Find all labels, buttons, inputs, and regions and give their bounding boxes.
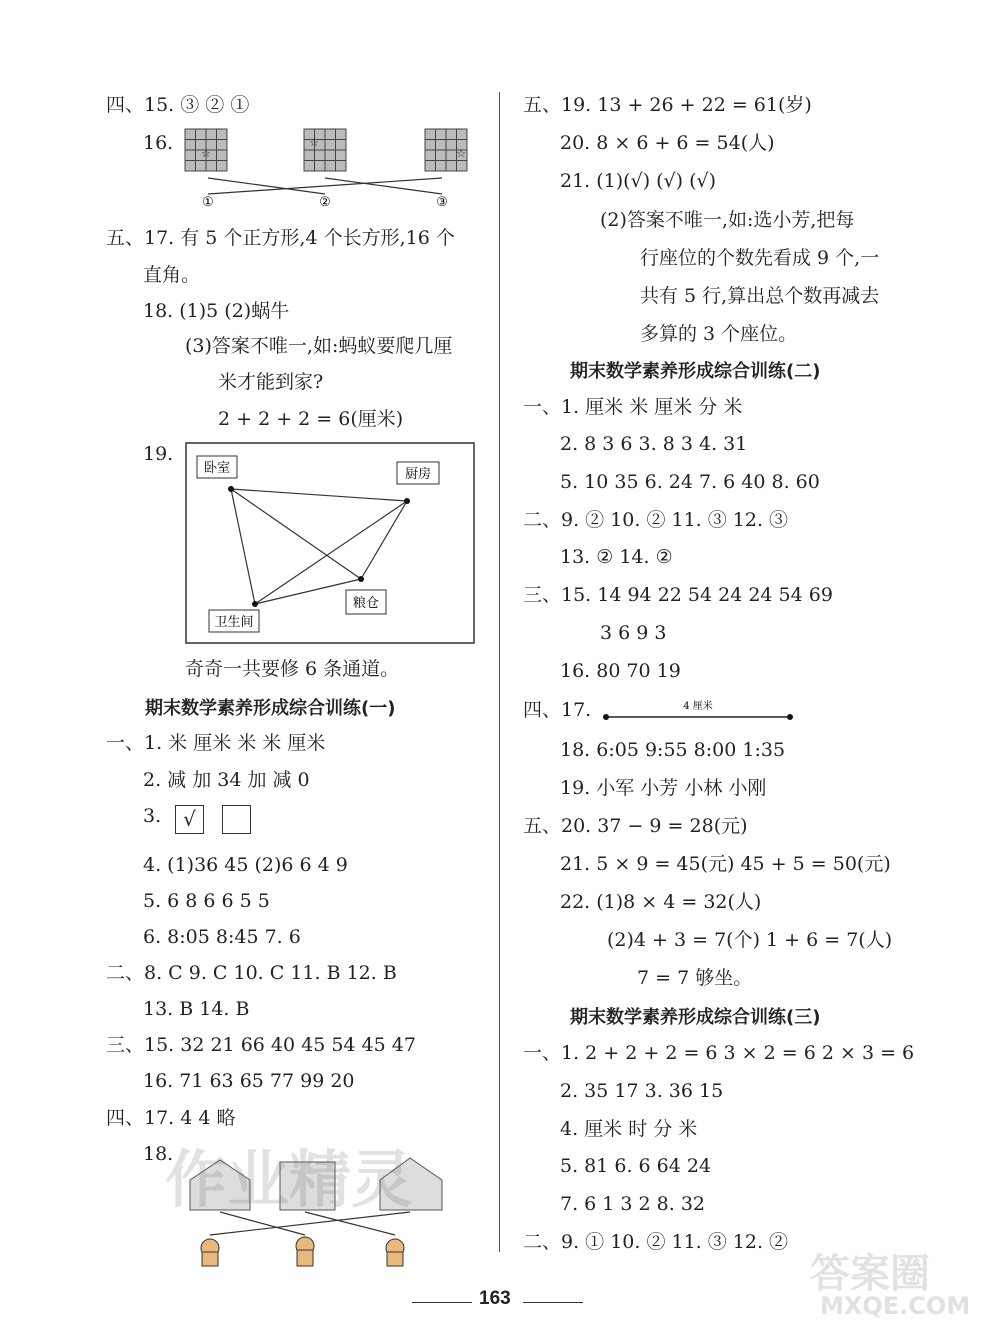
svg-text:☆: ☆ (309, 136, 319, 149)
s1-line-6: 6. 8:05 8:45 7. 6 (143, 926, 301, 948)
s2-line-12: 五、20. 37 − 9 = 28(元) (523, 815, 748, 837)
s2-line-5: 13. ② 14. ② (560, 546, 673, 568)
grid-label-1: ① (202, 195, 214, 210)
s2-line-13: 21. 5 × 9 = 45(元) 45 + 5 = 50(元) (560, 853, 891, 875)
s1-line-4: 4. (1)36 45 (2)6 6 4 9 (143, 854, 348, 876)
s1-line-2: 2. 减 加 34 加 减 0 (143, 769, 310, 791)
answer-line-18: 18. (1)5 (2)蜗牛 (143, 300, 290, 322)
s1-line-7: 二、8. C 9. C 10. C 11. B 12. B (106, 962, 397, 984)
page-number: 163 (479, 1288, 511, 1309)
s2-line-8: 16. 80 70 19 (560, 660, 681, 682)
map-bathroom: 卫生间 (214, 615, 254, 630)
r-line-6: 共有 5 行,算出总个数再减去 (640, 285, 880, 307)
s1-line-9: 三、15. 32 21 66 40 45 54 45 47 (106, 1034, 416, 1056)
s2-line-10: 18. 6:05 9:55 8:00 1:35 (560, 739, 786, 761)
s3-line-3: 4. 厘米 时 分 米 (560, 1118, 698, 1140)
section-title-2: 期末数学素养形成综合训练(二) (570, 361, 821, 382)
r-line-3: 21. (1)(√) (√) (√) (560, 170, 717, 192)
s2-line-1: 一、1. 厘米 米 厘米 分 米 (523, 396, 743, 418)
r-line-1: 五、19. 13 + 26 + 22 = 61(岁) (523, 94, 812, 116)
s1-line-3: 3. (143, 805, 162, 827)
s2-line-11: 19. 小军 小芳 小林 小刚 (560, 777, 767, 799)
answer-label-16: 16. (143, 132, 174, 154)
svg-text:☆: ☆ (456, 147, 466, 160)
watermark-1: 作业精灵 (165, 1143, 414, 1216)
section-title-1: 期末数学素养形成综合训练(一) (145, 698, 396, 719)
animal-icons (201, 1237, 404, 1266)
answer-line-5-17a: 五、17. 有 5 个正方形,4 个长方形,16 个 (106, 227, 455, 249)
s1-line-11: 四、17. 4 4 略 (106, 1107, 236, 1129)
r-line-5: 行座位的个数先看成 9 个,一 (640, 247, 880, 269)
s2-line-14: 22. (1)8 × 4 = 32(人) (560, 891, 762, 913)
answer-line-4-15: 四、15. ③ ② ① (106, 94, 250, 116)
answer-line-18-3b: 米才能到家? (218, 371, 324, 393)
s2-line-15: (2)4 + 3 = 7(个) 1 + 6 = 7(人) (607, 929, 893, 951)
r-line-7: 多算的 3 个座位。 (640, 323, 798, 345)
check-box-2 (222, 805, 251, 834)
segment-label: 4 厘米 (683, 701, 713, 712)
answer-label-19: 19. (143, 443, 174, 465)
s3-line-4: 5. 81 6. 6 64 24 (560, 1155, 712, 1177)
column-divider (499, 92, 500, 1252)
watermark-3: MXQE.COM (820, 1292, 971, 1320)
matching-lines (208, 178, 442, 194)
s2-line-2: 2. 8 3 6 3. 8 3 4. 31 (560, 433, 748, 455)
section-title-3: 期末数学素养形成综合训练(三) (570, 1007, 821, 1028)
map-bedroom: 卧室 (203, 461, 231, 476)
map-kitchen: 厨房 (404, 467, 432, 482)
map-granary: 粮仓 (352, 596, 380, 611)
r-line-4: (2)答案不唯一,如:选小芳,把每 (600, 209, 855, 231)
footer-rule-right (523, 1302, 583, 1303)
s2-line-9: 四、17. (523, 699, 592, 721)
r-line-2: 20. 8 × 6 + 6 = 54(人) (560, 132, 775, 154)
s3-line-2: 2. 35 17 3. 36 15 (560, 1080, 724, 1102)
s3-line-5: 7. 6 1 3 2 8. 32 (560, 1193, 706, 1215)
s1-line-10: 16. 71 63 65 77 99 20 (143, 1070, 355, 1092)
s2-line-6: 三、15. 14 94 22 54 24 24 54 69 (523, 584, 833, 606)
answer-line-5-17b: 直角。 (143, 264, 201, 286)
footer-rule-left (412, 1302, 472, 1303)
answer-line-18-3c: 2 + 2 + 2 = 6(厘米) (218, 408, 404, 430)
answer-line-19-result: 奇奇一共要修 6 条通道。 (185, 658, 400, 680)
room-map-figure (185, 442, 475, 644)
answer-line-18-3a: (3)答案不唯一,如:蚂蚁要爬几厘 (185, 335, 453, 357)
s3-line-1: 一、1. 2 + 2 + 2 = 6 3 × 2 = 6 2 × 3 = 6 (523, 1042, 915, 1064)
s1-line-8: 13. B 14. B (143, 998, 250, 1020)
s1-line-1: 一、1. 米 厘米 米 米 厘米 (106, 732, 326, 754)
s1-line-12: 18. (143, 1143, 174, 1165)
grid-matching-figure (180, 126, 480, 214)
s1-line-5: 5. 6 8 6 6 5 5 (143, 890, 270, 912)
s2-line-16: 7 = 7 够坐。 (637, 967, 753, 989)
s2-line-4: 二、9. ② 10. ② 11. ③ 12. ③ (523, 509, 789, 531)
watermark-2: 答案圈 (810, 1251, 930, 1297)
segment-4cm-figure (600, 695, 800, 725)
s2-line-3: 5. 10 35 6. 24 7. 6 40 8. 60 (560, 471, 820, 493)
s3-line-6: 二、9. ① 10. ② 11. ③ 12. ② (523, 1231, 789, 1253)
check-box-1: √ (175, 805, 204, 834)
grid-label-2: ② (319, 195, 331, 210)
svg-text:☆: ☆ (201, 147, 211, 160)
s2-line-7: 3 6 9 3 (600, 622, 667, 644)
grid-label-3: ③ (436, 195, 448, 210)
